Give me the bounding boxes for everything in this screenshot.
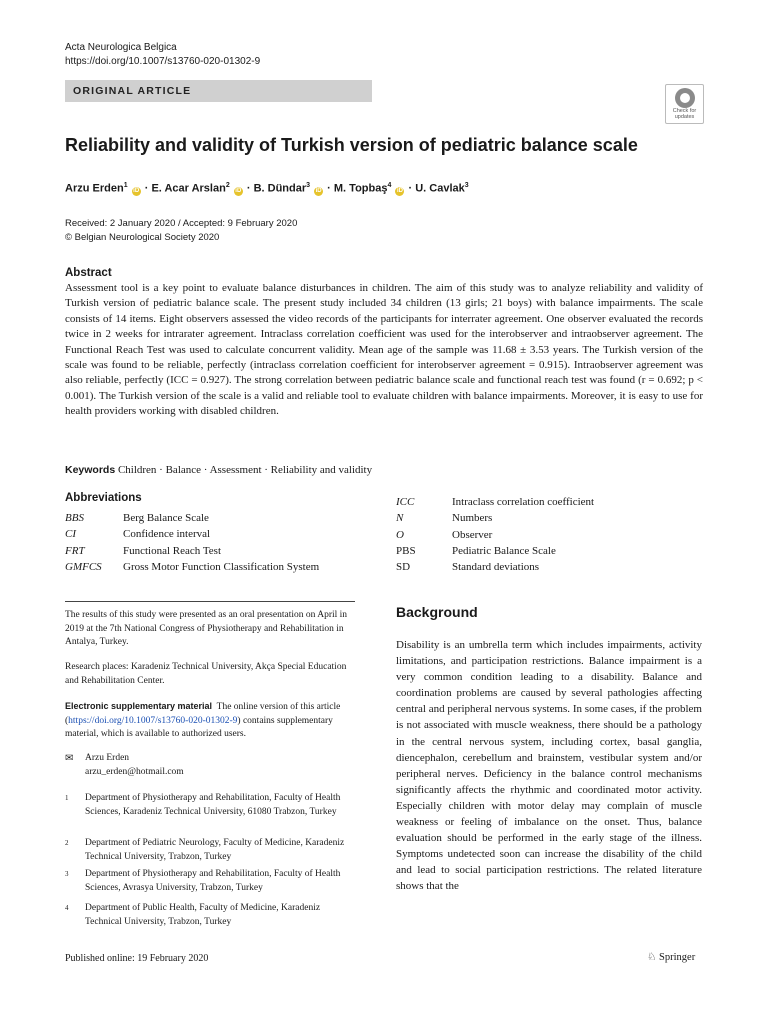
- orcid-icon[interactable]: iD: [315, 187, 322, 194]
- abbreviation-row: [396, 543, 594, 559]
- article-type-banner: ORIGINAL ARTICLE: [65, 80, 372, 102]
- supplementary-note: [65, 700, 355, 742]
- abbreviation-row: [396, 494, 594, 510]
- abbreviation-row: [396, 527, 594, 543]
- orcid-icon[interactable]: iD: [235, 187, 242, 194]
- author-name[interactable]: Arzu Erden: [65, 182, 124, 195]
- abbreviation-definition: Pediatric Balance Scale: [452, 544, 556, 557]
- abbreviation-definition: Intraclass correlation coefficient: [452, 496, 595, 508]
- orcid-icon[interactable]: iD: [133, 187, 140, 194]
- affiliation-text: Department of Public Health, Faculty of Medicine, Karadeniz Technical University, Trabzon, Turkey: [85, 903, 321, 927]
- affiliation: [65, 837, 355, 864]
- author-affiliation-ref: 3: [306, 182, 311, 189]
- abbreviation-term: ICC: [396, 496, 415, 508]
- affiliation-text: Department of Pediatric Neurology, Faculty of Medicine, Karadeniz Technical University, Trabzon, Turkey: [85, 838, 345, 862]
- abbreviation-definition: Gross Motor Function Classification System: [123, 560, 320, 573]
- abbreviation-row: [396, 510, 594, 526]
- background-text: Disability is an umbrella term which includes impairments, activity limitations, and participation restrictions. Balance impairment is a very common condition leading to a disability. Balance and coordination problems are caused by several pathologies affecting central and peripheral nervous systems. In some cases, if the problem is not associated with muscle weakness, there should be a pathology in the central nervous system, including cortex, basal ganglia, diencephalon, cerebellum and brainstem, vestibular system and/or peripheral nerves. Deficiency in the balance control mechanisms significantly affects the rhythmic and coordinated motor activity. Especially children with motor delay may complain of muscle weakness or feeling of imbalance on the onset. Thus, balance evaluation should be performed in the early stage of the illness. Symptoms undetected soon can increase the disability of the child and lead to social participation restrictions. The related literature shows that the: [396, 639, 702, 893]
- abbreviation-term: PBS: [396, 544, 416, 557]
- presentation-note: The results of this study were presented as an oral presentation on April in 2019 at the 7th National Congress of Physiotherapy and Rehabilitation in Antalya, Turkey.: [65, 610, 348, 647]
- abbreviation-term: FRT: [65, 544, 85, 557]
- affiliation-text: Department of Physiotherapy and Rehabilitation, Faculty of Health Sciences, Karadeniz Technical University, 61080 Trabzon, Turkey: [85, 793, 341, 817]
- keywords: [65, 462, 372, 478]
- supplementary-text-1: The online version of this article (: [65, 702, 341, 726]
- abbreviation-row: [396, 559, 594, 575]
- badge-line-2: updates: [674, 114, 695, 120]
- author-separator: ·: [141, 182, 152, 195]
- check-for-updates-badge[interactable]: [665, 84, 704, 124]
- badge-line-1: Check for: [672, 108, 697, 114]
- author-name[interactable]: U. Cavlak: [415, 182, 465, 195]
- abbreviation-term: N: [396, 512, 404, 525]
- author-affiliation-ref: 2: [225, 182, 230, 189]
- affiliation-number: 3: [65, 870, 69, 878]
- abbreviation-definition: Berg Balance Scale: [123, 512, 209, 524]
- affiliation-number: 2: [65, 839, 69, 847]
- abbreviation-row: [65, 543, 319, 559]
- abbreviation-definition: Confidence interval: [123, 528, 211, 541]
- publisher-logo: [647, 951, 695, 963]
- author-separator: ·: [243, 182, 254, 195]
- corresponding-author: [65, 752, 355, 779]
- author-separator: ·: [324, 182, 334, 195]
- journal-name: Acta Neurologica Belgica: [65, 42, 177, 53]
- supplementary-text-2: ) contains supplementary material, which is available to authorized users.: [65, 715, 333, 739]
- research-places-note: Research places: Karadeniz Technical University, Akça Special Education and Rehabilitation Center.: [65, 662, 347, 686]
- affiliation: [65, 868, 355, 895]
- affiliation: [65, 792, 355, 819]
- author-name[interactable]: M. Topbaş: [333, 182, 388, 195]
- check-updates-icon: [675, 88, 695, 108]
- springer-horse-icon: ♘: [647, 952, 657, 963]
- mail-icon: ✉: [65, 753, 74, 764]
- abbreviation-definition: Standard deviations: [452, 561, 540, 574]
- contact-email[interactable]: arzu_erden@hotmail.com: [85, 766, 184, 777]
- journal-header: [65, 41, 260, 69]
- background-heading: Background: [396, 604, 478, 620]
- affiliation: [65, 902, 355, 929]
- article-title: Reliability and validity of Turkish version of pediatric balance scale: [65, 135, 638, 155]
- copyright: © Belgian Neurological Society 2020: [65, 232, 220, 243]
- abbreviation-term: SD: [396, 561, 411, 574]
- keywords-text: Children · Balance · Assessment · Reliability and validity: [117, 464, 373, 476]
- journal-doi[interactable]: https://doi.org/10.1007/s13760-020-01302-9: [65, 56, 261, 67]
- orcid-icon[interactable]: iD: [396, 187, 403, 194]
- abbreviation-definition: Observer: [452, 528, 493, 541]
- received-accepted: Received: 2 January 2020 / Accepted: 9 February 2020: [65, 218, 298, 229]
- affiliation-number: 1: [65, 794, 69, 802]
- author-affiliation-ref: 1: [123, 182, 128, 189]
- abbreviations-heading: Abbreviations: [65, 492, 142, 504]
- author-separator: ·: [405, 182, 416, 195]
- contact-name: Arzu Erden: [85, 753, 130, 763]
- author-affiliation-ref: 4: [387, 182, 392, 189]
- publisher-name: Springer: [659, 952, 696, 963]
- abbreviation-term: O: [396, 528, 404, 541]
- abbreviations-left-column: [65, 510, 319, 575]
- abbreviation-term: BBS: [65, 512, 84, 524]
- affiliation-number: 4: [65, 904, 69, 912]
- abbreviation-definition: Functional Reach Test: [123, 544, 222, 557]
- affiliation-text: Department of Physiotherapy and Rehabilitation, Faculty of Health Sciences, Avrasya University, Trabzon, Turkey: [85, 869, 341, 893]
- author-name[interactable]: E. Acar Arslan: [151, 182, 226, 195]
- abstract-text: Assessment tool is a key point to evaluate balance disturbances in children. The aim of this study was to analyze reliability and validity of Turkish version of pediatric balance scale. The present study included 34 children (13 girls; 21 boys) with balance impairments. The scale consists of 14 items. Eight observers assessed the video records of the participants for interrater agreement. One observer evaluated the records twice in 2 weeks for intrarater agreement. Intraclass correlation coefficient was used for the interobserver and intraobserver agreement. The Functional Reach Test was used to calculate concurrent validity. Mean age of the sample was 11.68 ± 3.53 years. The Turkish version of the scale was found to be reliable, perfectly (intraclass correlation coefficient for interobserver agreement = 0.915). Intraobserver agreement was also reliable, perfectly (ICC = 0.927). The strong correlation between pediatric balance scale and functional reach test was found (r = 0.692; p < 0.001). The Turkish version of the scale is a valid and reliable tool to evaluate children with balance impairments. Moreover, it is easy to use for health providers working with disabled children.: [65, 282, 703, 418]
- keywords-label: Keywords: [65, 464, 116, 476]
- abbreviation-row: [65, 526, 319, 542]
- abbreviations-right-column: [396, 494, 594, 575]
- abbreviation-row: [65, 559, 319, 575]
- author-list: [65, 178, 469, 197]
- abbreviation-row: [65, 510, 319, 526]
- abbreviation-term: GMFCS: [65, 560, 102, 573]
- abbreviation-term: CI: [65, 528, 76, 541]
- author-affiliation-ref: 3: [464, 182, 469, 189]
- supplementary-link[interactable]: https://doi.org/10.1007/s13760-020-01302-9: [68, 715, 238, 726]
- abbreviation-definition: Numbers: [452, 512, 493, 525]
- footnote-divider: [65, 601, 355, 602]
- author-name[interactable]: B. Dündar: [253, 182, 307, 195]
- abstract-heading: Abstract: [65, 267, 112, 279]
- supplementary-label: Electronic supplementary material: [65, 701, 213, 711]
- published-date: Published online: 19 February 2020: [65, 953, 209, 964]
- article-dates: [65, 217, 297, 245]
